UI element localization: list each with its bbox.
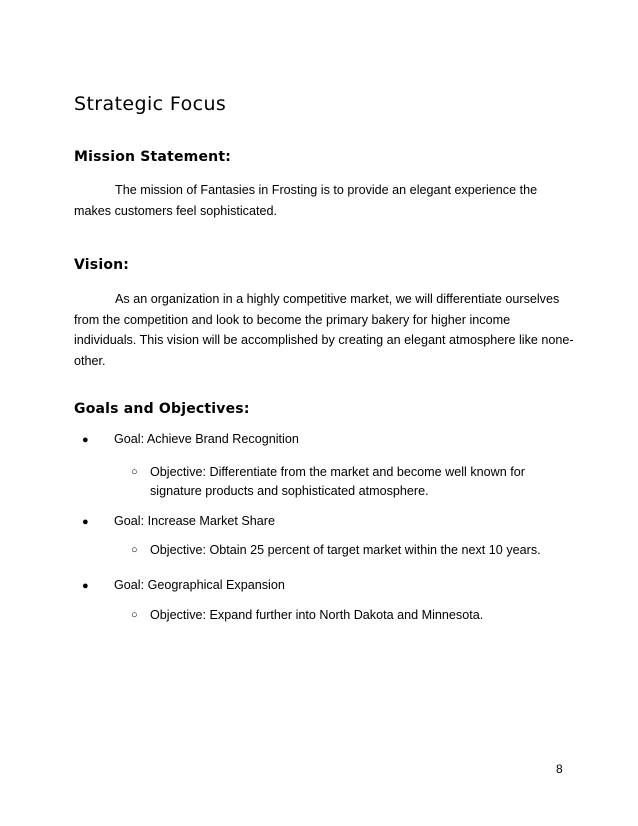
objective-text: Objective: Obtain 25 percent of target market within the next 10 years. bbox=[150, 543, 541, 557]
circle-bullet-icon: ○ bbox=[131, 544, 138, 556]
goal-text: Goal: Geographical Expansion bbox=[114, 578, 285, 592]
vision-text: As an organization in a highly competitive market, we will differentiate ourselves from the competition and look to become the primary bakery for higher income individuals. This vision will be accomplished by creating an elegant atmosphere like none-other. bbox=[74, 292, 574, 368]
objective-text: Objective: Differentiate from the market and become well known for signature products and sophisticated atmosphere. bbox=[150, 465, 525, 498]
objective-text: Objective: Expand further into North Dakota and Minnesota. bbox=[150, 608, 484, 622]
goal-item bbox=[82, 575, 285, 596]
vision-heading: Vision: bbox=[74, 257, 130, 273]
goal-text: Goal: Increase Market Share bbox=[114, 514, 275, 528]
objective-item bbox=[131, 541, 551, 560]
page-number: 8 bbox=[556, 762, 563, 776]
goal-item bbox=[82, 511, 275, 532]
section-title: Strategic Focus bbox=[74, 93, 227, 115]
goal-text: Goal: Achieve Brand Recognition bbox=[114, 432, 299, 446]
bullet-icon: ● bbox=[82, 516, 89, 528]
objective-item bbox=[131, 606, 551, 625]
mission-heading: Mission Statement: bbox=[74, 149, 232, 165]
bullet-icon: ● bbox=[82, 580, 89, 592]
goal-item bbox=[82, 429, 299, 450]
bullet-icon: ● bbox=[82, 434, 89, 446]
mission-text: The mission of Fantasies in Frosting is to provide an elegant experience the makes customers feel sophisticated. bbox=[74, 183, 538, 218]
circle-bullet-icon: ○ bbox=[131, 609, 138, 621]
goals-heading: Goals and Objectives: bbox=[74, 401, 250, 417]
objective-item bbox=[131, 463, 551, 501]
circle-bullet-icon: ○ bbox=[131, 466, 138, 478]
